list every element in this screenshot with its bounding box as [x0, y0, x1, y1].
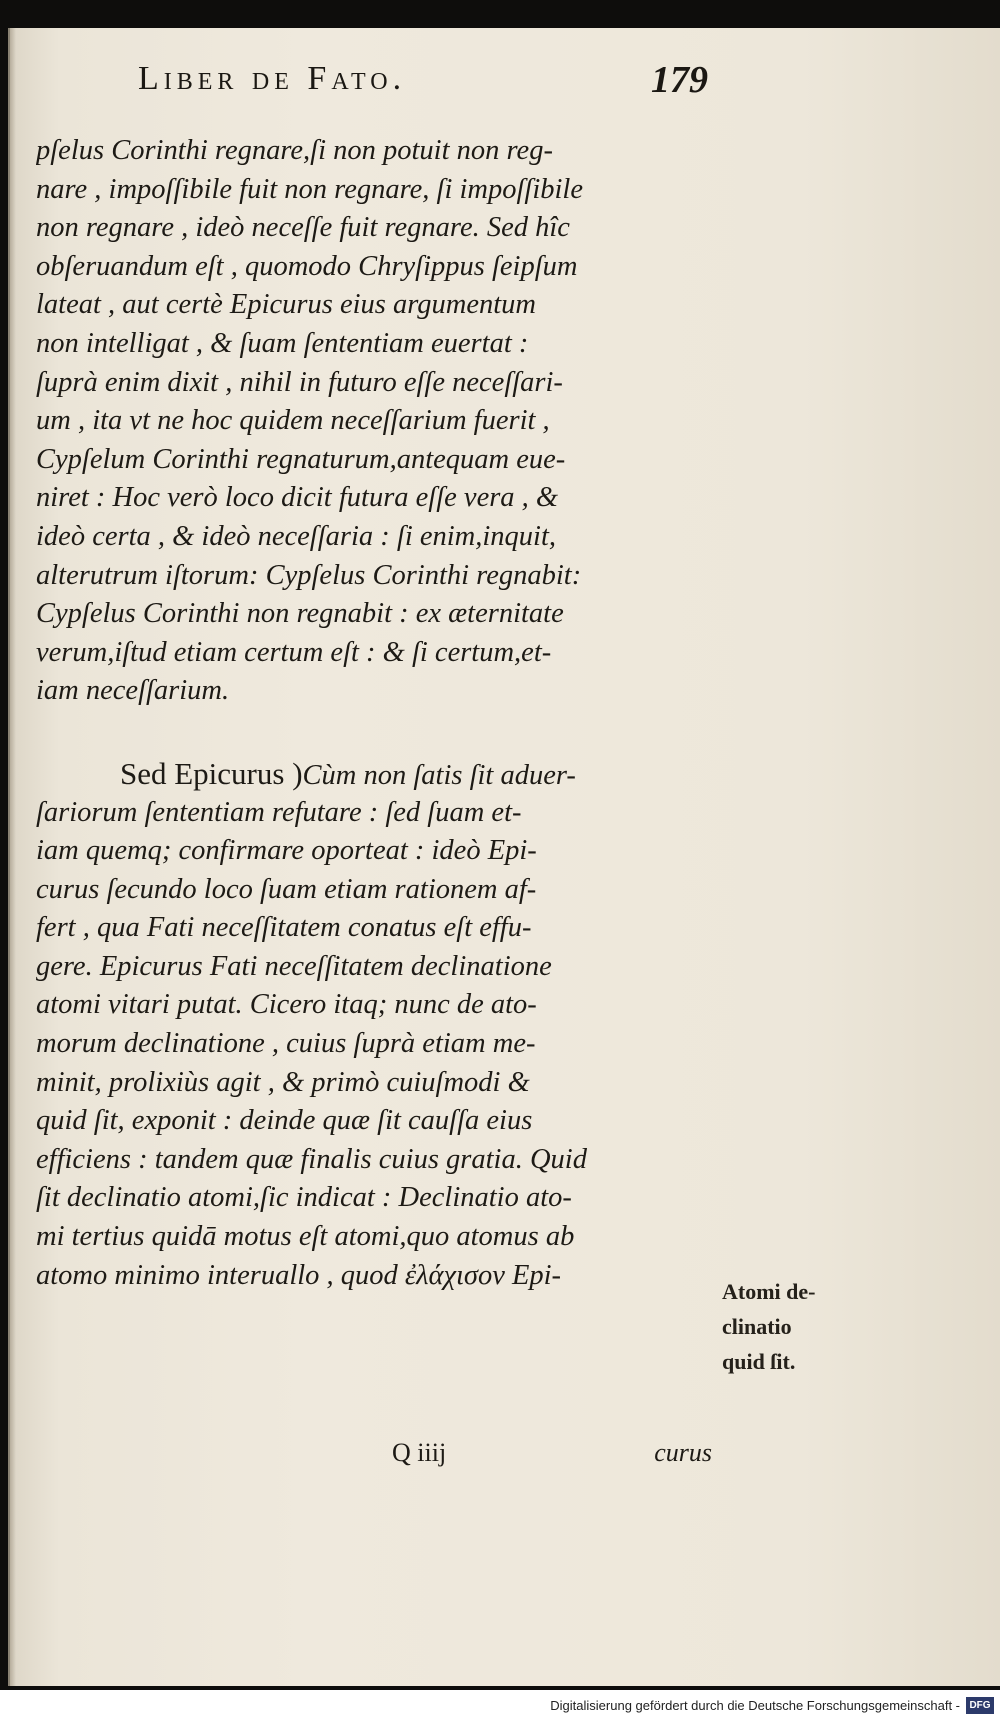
text-line: curus ſecundo loco ſuam etiam rationem af-: [36, 873, 537, 905]
text-line: ſuprà enim dixit , nihil in futuro eſſe neceſſari-: [36, 366, 563, 398]
text-line: non regnare , ideò neceſſe fuit regnare. Sed hîc: [36, 212, 570, 244]
text-line: lateat , aut certè Epicurus eius argumentum: [36, 289, 536, 321]
main-text: [36, 132, 710, 1295]
funding-credit: Digitalisierung gefördert durch die Deutsche Forschungsgemeinschaft -: [550, 1698, 960, 1713]
marginal-note-line: Atomi de-: [722, 1279, 816, 1304]
running-head-title: Liber de Fato.: [138, 60, 407, 97]
text-line: verum,iſtud etiam certum eſt : & ſi certum,et-: [36, 636, 552, 668]
text-line: alterutrum iſtorum: Cypſelus Corinthi regnabit:: [36, 559, 582, 591]
signature-mark: Q iiij: [392, 1438, 447, 1467]
text-line: atomi vitari putat. Cicero itaq; nunc de ato-: [36, 989, 537, 1021]
text-line: um , ita vt ne hoc quidem neceſſarium fuerit ,: [36, 405, 550, 437]
text-line: mi tertius quidā motus eſt atomi,quo atomus ab: [36, 1221, 575, 1253]
lemma: Sed Epicurus ): [120, 755, 303, 791]
paragraph-1: [36, 132, 710, 711]
digitization-footer: [0, 1690, 1000, 1724]
dfg-logo: DFG: [966, 1697, 994, 1714]
page-foot: [392, 1438, 712, 1474]
text-line: niret : Hoc verò loco dicit futura eſſe vera , &: [36, 482, 559, 514]
text-line: pſelus Corinthi regnare,ſi non potuit non reg-: [36, 135, 553, 166]
page-number: 179: [651, 59, 708, 101]
text-line: quid ſit, exponit : deinde quæ ſit cauſſa eius: [36, 1105, 533, 1137]
lemma-line: [36, 755, 710, 794]
text-line: iam neceſſarium.: [36, 675, 230, 707]
text-line: obſeruandum eſt , quomodo Chryſippus ſeipſum: [36, 250, 578, 282]
text-line: fert , qua Fati neceſſitatem conatus eſt effu-: [36, 912, 532, 944]
text-line: minit, prolixiùs agit , & primò cuiuſmodi &: [36, 1066, 530, 1098]
text-line: atomo minimo interuallo , quod ἐλάχισον Epi-: [36, 1259, 562, 1291]
running-head: [138, 52, 708, 112]
marginal-note: [722, 1274, 862, 1379]
text-line: ſariorum ſententiam refutare : ſed ſuam et-: [36, 796, 522, 828]
text-line: ideò certa , & ideò neceſſaria : ſi enim,inquit,: [36, 520, 557, 552]
marginal-note-line: clinatio: [722, 1314, 792, 1339]
paragraph-2: [36, 755, 710, 1295]
text-line: iam quemq; confirmare oporteat : ideò Epi-: [36, 835, 537, 867]
text-line: Cypſelus Corinthi non regnabit : ex æternitate: [36, 598, 564, 630]
marginal-note-line: quid ſit.: [722, 1349, 796, 1374]
text-line: efficiens : tandem quæ finalis cuius gratia. Quid: [36, 1143, 587, 1175]
text-line: Cypſelum Corinthi regnaturum,antequam eue-: [36, 443, 566, 475]
text-line: gere. Epicurus Fati neceſſitatem declinatione: [36, 950, 552, 982]
paragraph-gap: [36, 711, 710, 755]
text-line: non intelligat , & ſuam ſententiam euertat :: [36, 327, 529, 359]
text-line: morum declinatione , cuius ſuprà etiam me-: [36, 1028, 536, 1060]
text-line: nare , impoſſibile fuit non regnare, ſi impoſſibile: [36, 173, 583, 205]
lemma-line-rest: Cùm non ſatis ſit aduer-: [302, 759, 576, 791]
catchword: curus: [654, 1438, 712, 1467]
page-binding-edge: [10, 28, 16, 1686]
text-line: ſit declinatio atomi,ſic indicat : Declinatio ato-: [36, 1182, 572, 1214]
